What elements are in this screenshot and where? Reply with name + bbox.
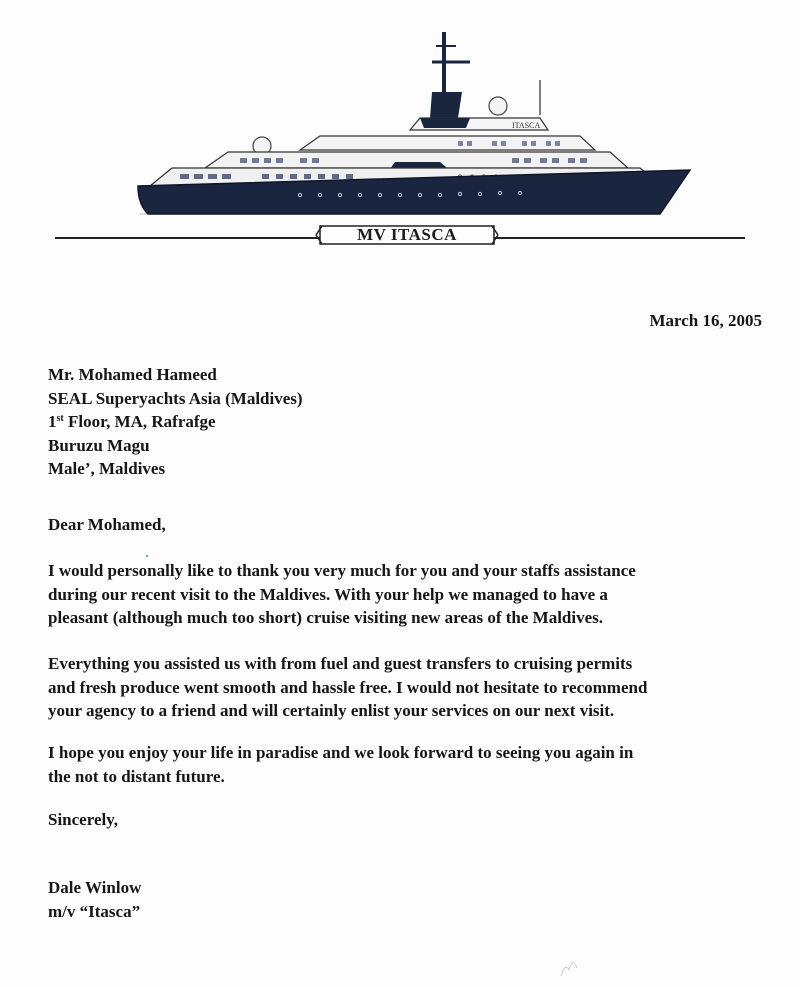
paragraph-line: Everything you assisted us with from fuel and guest transfers to cruising permits (48, 654, 633, 673)
scan-speck (146, 555, 148, 557)
recipient-address (48, 363, 303, 481)
paragraph-line: pleasant (although much too short) cruise visiting new areas of the Maldives. (48, 608, 604, 627)
closing: Sincerely, (48, 810, 119, 829)
signature-name: Dale Winlow (48, 878, 142, 897)
recipient-city: Male’, Maldives (48, 459, 166, 478)
faint-mark (555, 950, 585, 980)
recipient-name: Mr. Mohamed Hameed (48, 365, 217, 384)
recipient-company: SEAL Superyachts Asia (Maldives) (48, 388, 303, 408)
paragraph-line: during our recent visit to the Maldives. With your help we managed to have a (48, 584, 608, 604)
floor-rest: Floor, MA, Rafrafge (63, 412, 216, 431)
paragraph-line: and fresh produce went smooth and hassle free. I would not hesitate to recommend (48, 677, 648, 697)
yacht-illustration (0, 0, 800, 260)
letterhead (0, 0, 800, 260)
salutation: Dear Mohamed, (48, 515, 166, 534)
signature-block (48, 876, 768, 923)
body-paragraph-1 (48, 559, 768, 630)
paragraph-line: the not to distant future. (48, 766, 225, 786)
floor-ordinal: st (56, 413, 64, 424)
paragraph-line: your agency to a friend and will certainly enlist your services on our next visit. (48, 701, 615, 720)
ship-name-plate: MV ITASCA (357, 225, 457, 244)
recipient-floor (48, 410, 303, 434)
recipient-street: Buruzu Magu (48, 435, 150, 455)
letter-date: March 16, 2005 (649, 311, 762, 330)
body-paragraph-2 (48, 652, 768, 723)
signature-vessel: m/v “Itasca” (48, 901, 141, 921)
paragraph-line: I would personally like to thank you very much for you and your staffs assistance (48, 561, 636, 580)
paragraph-line: I hope you enjoy your life in paradise and we look forward to seeing you again in (48, 743, 634, 762)
floor-number: 1 (48, 412, 57, 431)
body-paragraph-3 (48, 741, 768, 788)
bow-marking: ITASCA (512, 121, 541, 130)
